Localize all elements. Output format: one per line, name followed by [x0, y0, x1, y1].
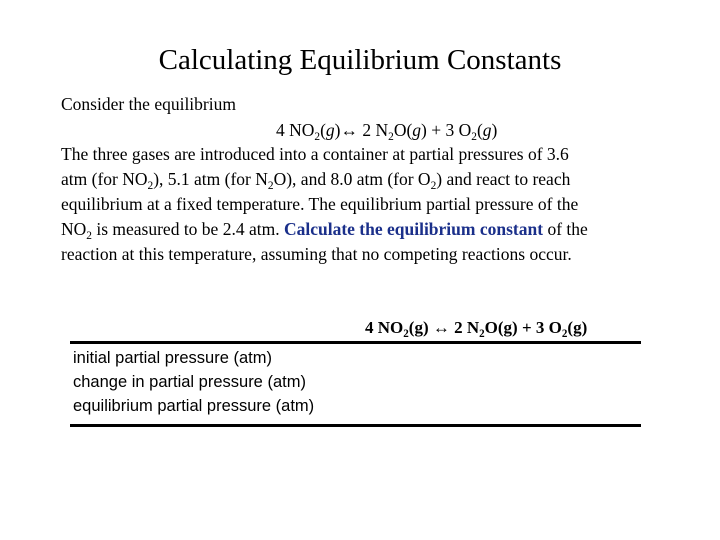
highlight-phrase: Calculate the equilibrium constant — [283, 219, 544, 239]
row-label-equilibrium: equilibrium partial pressure (atm) — [73, 397, 315, 415]
problem-line-1: The three gases are introduced into a container at partial pressures of 3.6 — [61, 144, 569, 164]
ice-table-rows — [73, 346, 314, 418]
table-top-rule — [70, 341, 641, 344]
intro-text: Consider the equilibrium — [61, 94, 236, 114]
table-header-equation: 4 $NO_2(g)$ ↔ 2 $N_2O(g) + 3$ $O_2(g)$ — [365, 318, 588, 340]
problem-text — [61, 142, 676, 267]
problem-line-3: equilibrium at a fixed temperature. The equilibrium partial pressure of the — [61, 194, 579, 214]
row-label-change: change in partial pressure (atm) — [73, 373, 306, 391]
problem-line-5: reaction at this temperature, assuming that no competing reactions occur. — [61, 244, 572, 264]
equilibrium-equation: 4 $NO_2(g)\leftrightarrow$ 2 $N_2O(g) + 3$ $O_2(g)$ — [276, 120, 498, 143]
table-bottom-rule — [70, 424, 641, 427]
slide-title: Calculating Equilibrium Constants — [158, 44, 562, 76]
row-label-initial: initial partial pressure (atm) — [73, 349, 272, 367]
problem-line-2: atm (for $NO_2$), 5.1 atm (for $N_2O$), and 8.0 atm (for $O_2$) and react to reach — [61, 169, 571, 192]
problem-line-4: $NO_2$ is measured to be 2.4 atm. Calculate the equilibrium constant of the — [61, 219, 588, 242]
